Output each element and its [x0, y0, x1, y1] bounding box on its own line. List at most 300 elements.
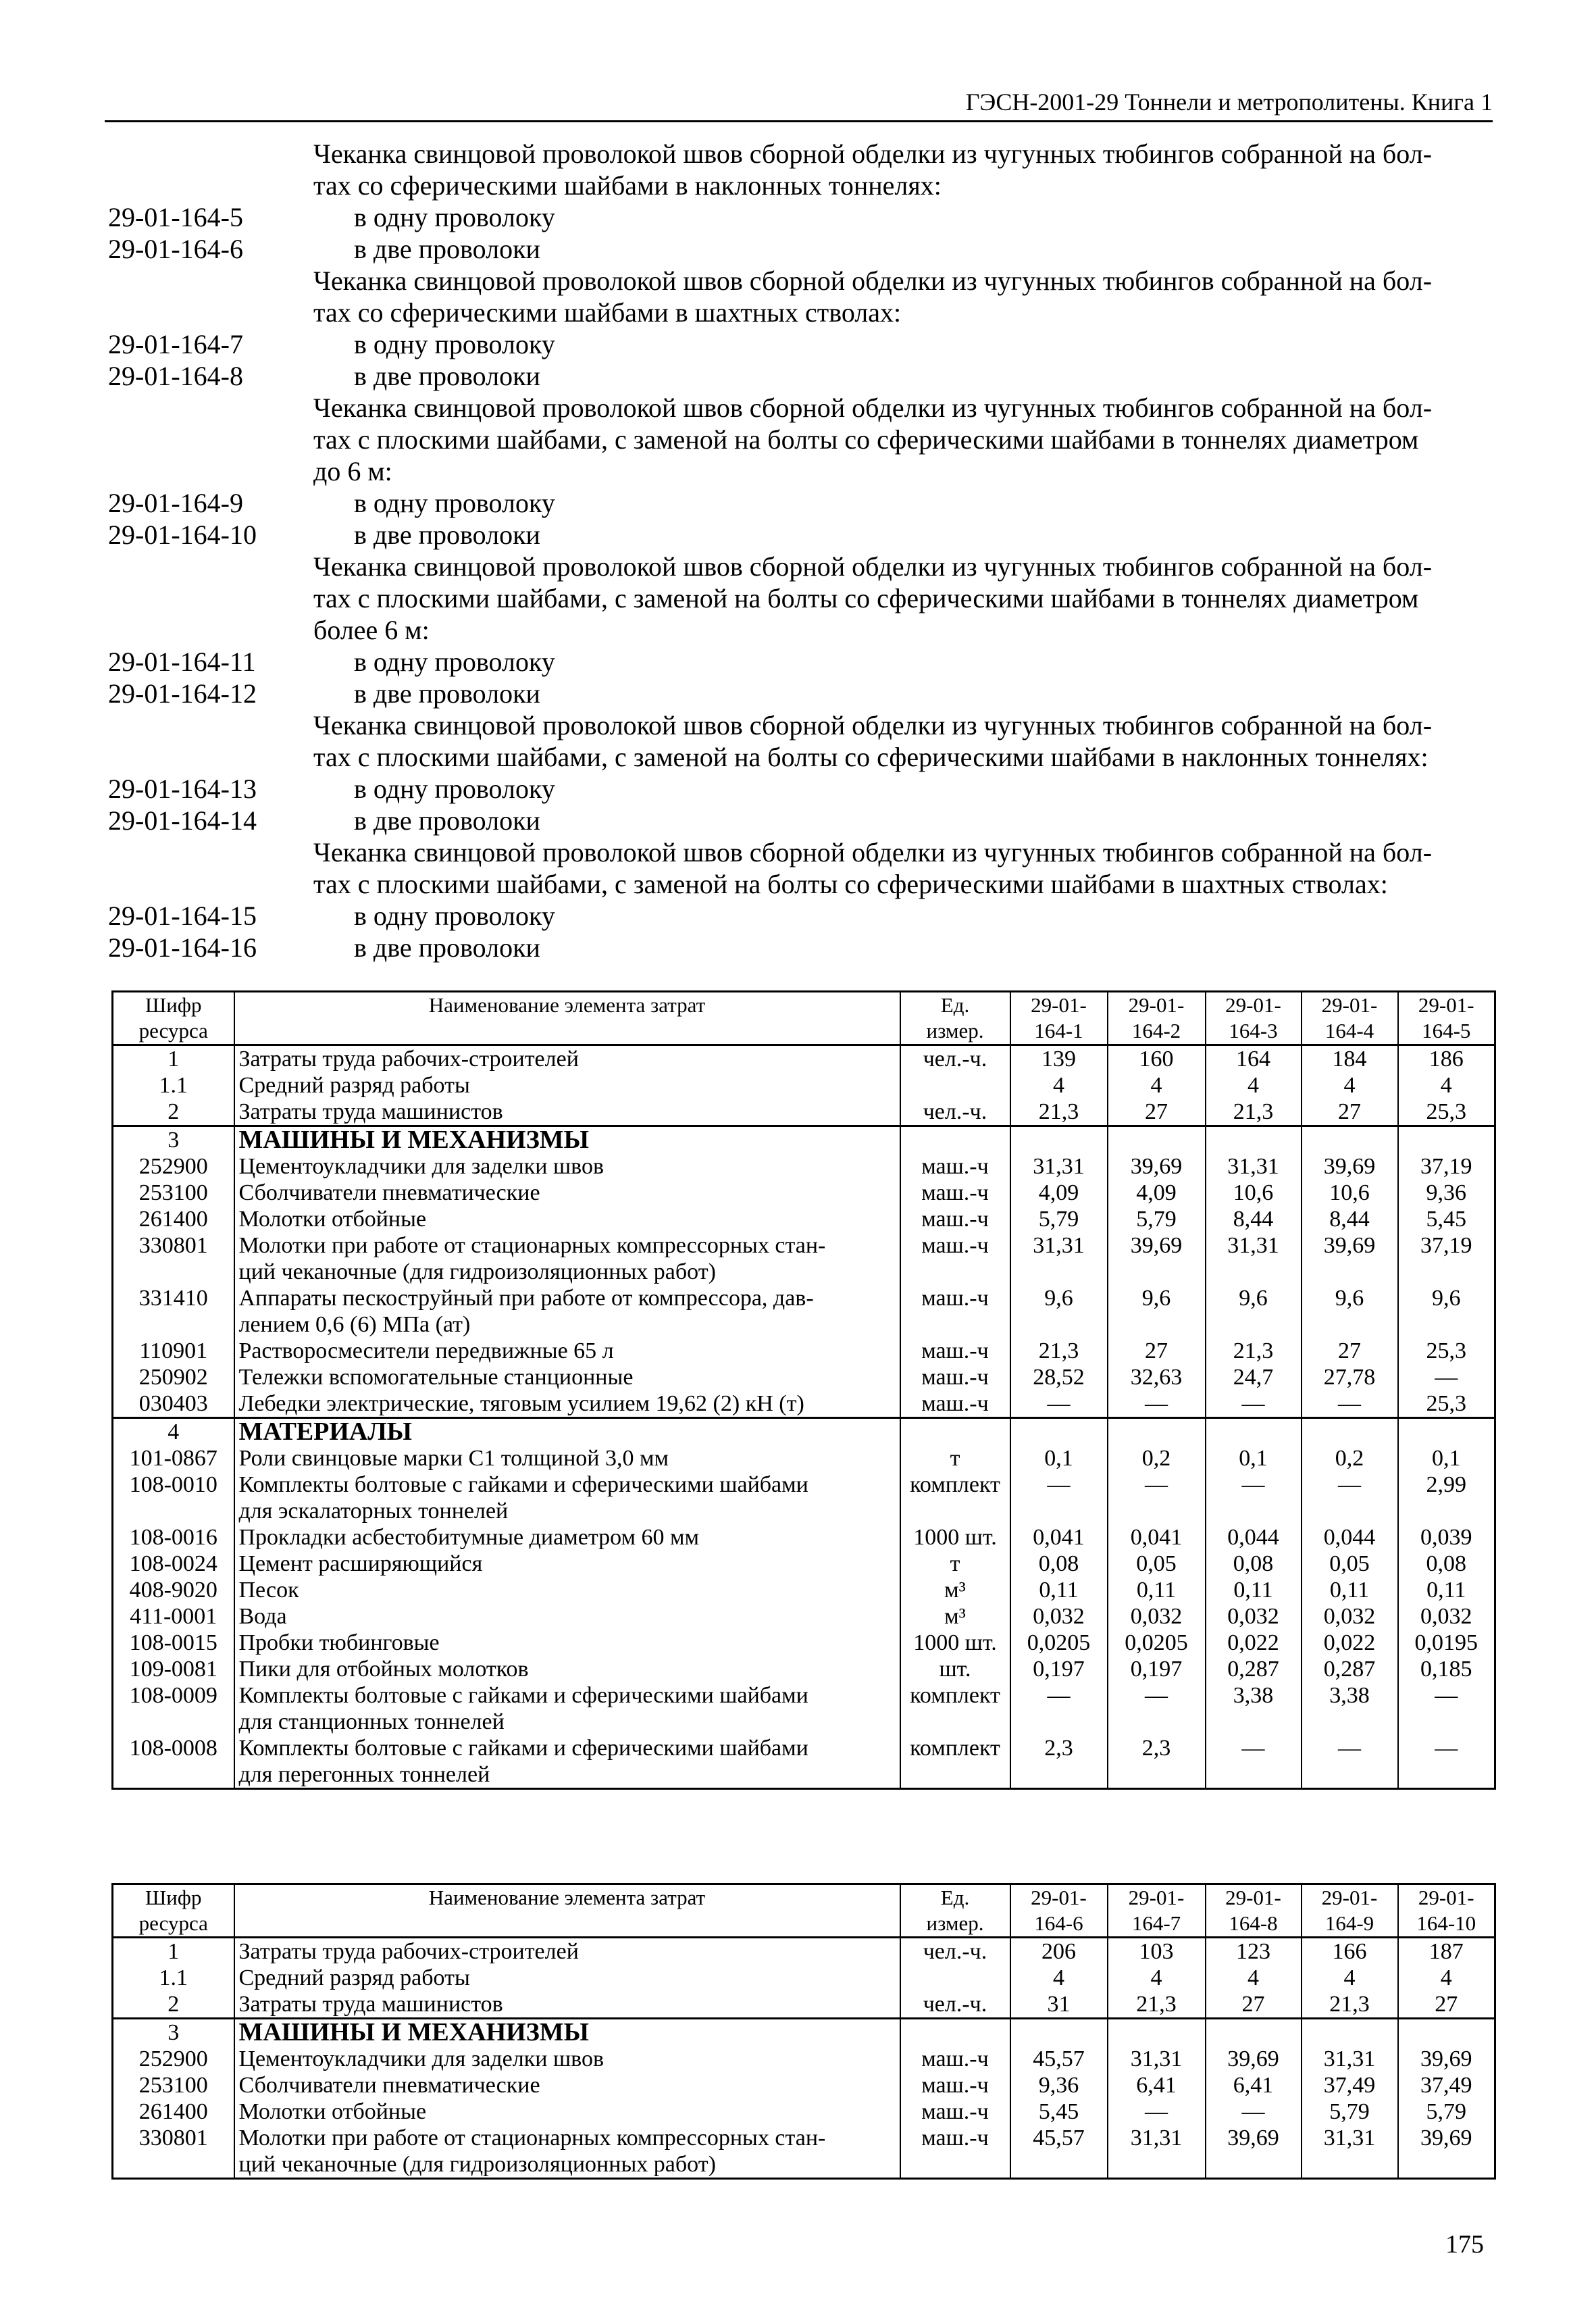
norm-value: 31,31: [1206, 1153, 1302, 1180]
work-code: 29-01-164-7: [108, 329, 243, 359]
norm-value: 184: [1302, 1045, 1398, 1073]
norm-value: [1108, 2019, 1206, 2046]
cost-element-line: Растворосмесители передвижные 65 л: [238, 1338, 614, 1363]
norm-value: 4: [1108, 1072, 1206, 1099]
resource-code: 1.1: [113, 1072, 234, 1099]
norm-value: 0,044: [1302, 1524, 1398, 1551]
norm-value: 206: [1010, 1938, 1108, 1965]
header-norm-line: 164-9: [1324, 1911, 1374, 1935]
norm-value: —: [1206, 1472, 1302, 1524]
norm-value: —: [1398, 1364, 1495, 1390]
cost-element-line: Затраты труда рабочих-строителей: [238, 1047, 579, 1072]
work-item-label: в одну проволоку: [354, 901, 555, 931]
norm-value: 2,3: [1108, 1735, 1206, 1789]
work-item-label: в одну проволоку: [354, 202, 555, 232]
work-code: 29-01-164-10: [108, 520, 257, 550]
work-item-label: в две проволоки: [354, 234, 540, 264]
header-norm-line: 164-6: [1034, 1911, 1083, 1935]
norm-value: [1398, 1126, 1495, 1154]
norm-value: 0,1: [1010, 1445, 1108, 1472]
cost-element-name: [234, 2072, 900, 2098]
work-group-title-line: [108, 424, 1493, 455]
norm-value: 27: [1108, 1099, 1206, 1126]
unit-of-measure: маш.-ч: [900, 1180, 1010, 1206]
cost-element-name: [234, 1126, 900, 1154]
norm-value: 0,2: [1302, 1445, 1398, 1472]
norm-value: 186: [1398, 1045, 1495, 1073]
norm-value: 31,31: [1206, 1232, 1302, 1285]
work-item: [108, 805, 1493, 836]
norm-value: 39,69: [1398, 2046, 1495, 2072]
cost-element-line: ций чеканочные (для гидроизоляционных работ): [238, 1259, 716, 1284]
work-group-title-line: [108, 265, 1493, 297]
cost-element-name: [234, 1206, 900, 1232]
work-group-title: тах с плоскими шайбами, с заменой на болты со сферическими шайбами в тоннелях диаметром: [313, 424, 1419, 455]
norm-value: 0,08: [1206, 1551, 1302, 1577]
header-norm-code: [1108, 1884, 1206, 1938]
resource-code: 250902: [113, 1364, 234, 1390]
work-item-label: в две проволоки: [354, 805, 540, 836]
norm-value: [1398, 1418, 1495, 1446]
norm-value: 39,69: [1206, 2125, 1302, 2179]
work-code: 29-01-164-8: [108, 361, 243, 391]
resource-code: 411-0001: [113, 1603, 234, 1630]
norm-value: 0,041: [1108, 1524, 1206, 1551]
norm-value: 31,31: [1010, 1232, 1108, 1285]
table-row: [113, 1285, 1495, 1338]
unit-of-measure: комплект: [900, 1472, 1010, 1524]
unit-of-measure: маш.-ч: [900, 1206, 1010, 1232]
norm-value: 0,0205: [1108, 1630, 1206, 1656]
table-row: [113, 1603, 1495, 1630]
unit-of-measure: м³: [900, 1603, 1010, 1630]
cost-element-line: Затраты труда машинистов: [238, 1992, 503, 2017]
cost-element-line: Комплекты болтовые с гайками и сферическими шайбами: [238, 1736, 808, 1761]
work-code-spacer: [108, 392, 313, 424]
norm-value: 2,99: [1398, 1472, 1495, 1524]
norm-value: [1302, 1418, 1398, 1446]
norm-value: 0,039: [1398, 1524, 1495, 1551]
work-item: [108, 678, 1493, 709]
table-header-row: [113, 992, 1495, 1045]
header-norm-line: 29-01-: [1225, 1886, 1281, 1909]
work-group-title-line: [108, 868, 1493, 900]
work-item: [108, 360, 1493, 392]
table-row: [113, 1180, 1495, 1206]
norm-value: 21,3: [1010, 1099, 1108, 1126]
norm-value: 21,3: [1206, 1099, 1302, 1126]
cost-element-line: Пики для отбойных молотков: [238, 1657, 529, 1682]
work-group-title-line: [108, 709, 1493, 741]
work-code-spacer: [108, 170, 313, 201]
norm-value: 0,08: [1010, 1551, 1108, 1577]
work-code-spacer: [108, 455, 313, 487]
header-norm-line: 29-01-: [1418, 1886, 1474, 1909]
cost-element-line: Вода: [238, 1604, 287, 1629]
cost-element-name: [234, 1577, 900, 1603]
norm-value: 37,49: [1302, 2072, 1398, 2098]
header-norm-code: [1206, 1884, 1302, 1938]
cost-element-line: Сболчиватели пневматические: [238, 2073, 540, 2098]
header-norm-line: 164-5: [1422, 1019, 1471, 1042]
table-row: [113, 1630, 1495, 1656]
work-item-label: в две проволоки: [354, 932, 540, 963]
norm-value: 45,57: [1010, 2046, 1108, 2072]
work-item-label: в две проволоки: [354, 361, 540, 391]
norm-value: 0,185: [1398, 1656, 1495, 1682]
cost-element-name: [234, 2125, 900, 2179]
norm-value: —: [1010, 1390, 1108, 1418]
unit-of-measure: [900, 1072, 1010, 1099]
work-group-title-line: [108, 170, 1493, 201]
norm-value: 0,287: [1206, 1656, 1302, 1682]
norm-value: 9,6: [1302, 1285, 1398, 1338]
cost-element-name: [234, 1735, 900, 1789]
norm-value: 4: [1398, 1965, 1495, 1991]
norm-value: —: [1206, 1390, 1302, 1418]
header-norm-line: 164-2: [1131, 1019, 1181, 1042]
table-row: [113, 1577, 1495, 1603]
cost-element-name: [234, 1938, 900, 1965]
table-row: [113, 2125, 1495, 2179]
norm-value: 21,3: [1302, 1991, 1398, 2019]
cost-element-line: ций чеканочные (для гидроизоляционных работ): [238, 2152, 716, 2177]
resource-code: 101-0867: [113, 1445, 234, 1472]
norm-value: 0,0205: [1010, 1630, 1108, 1656]
resource-table-2: [111, 1883, 1496, 2180]
norm-value: 25,3: [1398, 1338, 1495, 1364]
norm-value: 27: [1206, 1991, 1302, 2019]
work-item: [108, 519, 1493, 551]
work-code-spacer: [108, 614, 313, 646]
header-norm-code: [1206, 992, 1302, 1045]
norm-value: [1108, 1418, 1206, 1446]
norm-value: 5,79: [1398, 2098, 1495, 2125]
work-group-title-line: [108, 551, 1493, 582]
norm-value: 0,1: [1206, 1445, 1302, 1472]
header-norm-line: 29-01-: [1321, 1886, 1378, 1909]
work-group-title-line: [108, 836, 1493, 868]
work-group-title: тах с плоскими шайбами, с заменой на болты со сферическими шайбами в шахтных стволах:: [313, 869, 1388, 899]
cost-element-line: Комплекты болтовые с гайками и сферическими шайбами: [238, 1683, 808, 1708]
norm-value: 31,31: [1010, 1153, 1108, 1180]
cost-element-line: Пробки тюбинговые: [238, 1630, 440, 1655]
norm-value: 37,19: [1398, 1232, 1495, 1285]
norm-value: —: [1302, 1735, 1398, 1789]
unit-of-measure: маш.-ч: [900, 1338, 1010, 1364]
work-code: 29-01-164-15: [108, 901, 257, 931]
norm-value: 0,032: [1398, 1603, 1495, 1630]
norm-value: 9,6: [1108, 1285, 1206, 1338]
norm-value: —: [1108, 1390, 1206, 1418]
cost-element-name: [234, 1153, 900, 1180]
work-item-label: в две проволоки: [354, 678, 540, 709]
norm-value: [1010, 2019, 1108, 2046]
norm-value: 0,08: [1398, 1551, 1495, 1577]
work-code: 29-01-164-12: [108, 678, 257, 709]
work-group-title-line: [108, 582, 1493, 614]
header-resource-code: [113, 992, 234, 1045]
cost-element-name: [234, 1603, 900, 1630]
work-group-title: более 6 м:: [313, 615, 430, 645]
resource-code: 4: [113, 1418, 234, 1446]
work-group-title: до 6 м:: [313, 456, 392, 486]
unit-of-measure: м³: [900, 1577, 1010, 1603]
table-row: [113, 1682, 1495, 1735]
work-item-label: в одну проволоку: [354, 774, 555, 804]
cost-element-name: [234, 2019, 900, 2046]
norm-value: 45,57: [1010, 2125, 1108, 2179]
cost-element-name: [234, 1445, 900, 1472]
norm-value: 0,05: [1108, 1551, 1206, 1577]
work-item: [108, 201, 1493, 233]
table-row: [113, 1551, 1495, 1577]
work-code-spacer: [108, 582, 313, 614]
resource-code: 108-0015: [113, 1630, 234, 1656]
resource-code: 1: [113, 1938, 234, 1965]
header-norm-line: 29-01-: [1321, 993, 1378, 1017]
norm-value: 37,49: [1398, 2072, 1495, 2098]
work-group-title: Чеканка свинцовой проволокой швов сборной обделки из чугунных тюбингов собранной на бол-: [313, 393, 1433, 423]
resource-code: 110901: [113, 1338, 234, 1364]
work-group-title-line: [108, 392, 1493, 424]
work-group-title-line: [108, 741, 1493, 773]
norm-value: —: [1398, 1735, 1495, 1789]
cost-element-name: [234, 2046, 900, 2072]
norm-value: —: [1302, 1472, 1398, 1524]
cost-element-line: Затраты труда машинистов: [238, 1099, 503, 1124]
work-group-title-line: [108, 138, 1493, 170]
norm-value: 27: [1302, 1338, 1398, 1364]
norm-value: [1010, 1418, 1108, 1446]
norm-value: 6,41: [1206, 2072, 1302, 2098]
work-code-spacer: [108, 297, 313, 328]
unit-of-measure: т: [900, 1551, 1010, 1577]
header-unit-line: измер.: [926, 1019, 984, 1042]
header-norm-code: [1302, 1884, 1398, 1938]
cost-element-name: [234, 1472, 900, 1524]
norm-value: 0,2: [1108, 1445, 1206, 1472]
section-row: [113, 1126, 1495, 1154]
work-group-title-line: [108, 614, 1493, 646]
norm-value: 27,78: [1302, 1364, 1398, 1390]
norm-value: —: [1010, 1682, 1108, 1735]
norm-value: 24,7: [1206, 1364, 1302, 1390]
cost-element-name: [234, 1524, 900, 1551]
header-unit: [900, 1884, 1010, 1938]
resource-code: 261400: [113, 1206, 234, 1232]
resource-code: 253100: [113, 2072, 234, 2098]
page-header: [105, 80, 1493, 122]
resource-code: 330801: [113, 2125, 234, 2179]
cost-element-line: Комплекты болтовые с гайками и сферическими шайбами: [238, 1472, 808, 1497]
work-item: [108, 233, 1493, 265]
table-row: [113, 1338, 1495, 1364]
header-unit: [900, 992, 1010, 1045]
unit-of-measure: 1000 шт.: [900, 1524, 1010, 1551]
unit-of-measure: 1000 шт.: [900, 1630, 1010, 1656]
norm-value: 0,041: [1010, 1524, 1108, 1551]
work-item: [108, 900, 1493, 932]
header-norm-code: [1010, 992, 1108, 1045]
norm-value: [1302, 2019, 1398, 2046]
work-code: 29-01-164-13: [108, 774, 257, 804]
norm-value: [1206, 2019, 1302, 2046]
norm-value: 10,6: [1206, 1180, 1302, 1206]
norm-value: —: [1302, 1390, 1398, 1418]
unit-of-measure: маш.-ч: [900, 1390, 1010, 1418]
norm-value: 31: [1010, 1991, 1108, 2019]
cost-element-line: Цементоукладчики для заделки швов: [238, 1154, 604, 1179]
norm-value: 39,69: [1206, 2046, 1302, 2072]
cost-element-line: Затраты труда рабочих-строителей: [238, 1939, 579, 1964]
work-code: 29-01-164-9: [108, 488, 243, 518]
work-list: [108, 138, 1493, 963]
work-code: 29-01-164-5: [108, 202, 243, 232]
cost-element-line: Молотки при работе от стационарных компрессорных стан-: [238, 1233, 826, 1258]
unit-of-measure: [900, 1965, 1010, 1991]
work-item: [108, 487, 1493, 519]
table-row: [113, 1364, 1495, 1390]
cost-element-name: [234, 1551, 900, 1577]
header-norm-code: [1108, 992, 1206, 1045]
section-row: [113, 1418, 1495, 1446]
header-norm-line: 29-01-: [1225, 993, 1281, 1017]
section-row: [113, 2019, 1495, 2046]
cost-element-line: Песок: [238, 1578, 299, 1603]
table-row: [113, 2072, 1495, 2098]
work-group-title: тах со сферическими шайбами в шахтных стволах:: [313, 297, 902, 328]
cost-element-line: Цементоукладчики для заделки швов: [238, 2046, 604, 2071]
unit-of-measure: чел.-ч.: [900, 1991, 1010, 2019]
norm-value: 0,032: [1206, 1603, 1302, 1630]
norm-value: 0,032: [1108, 1603, 1206, 1630]
norm-value: 0,11: [1398, 1577, 1495, 1603]
table-row: [113, 2046, 1495, 2072]
table-row: [113, 1938, 1495, 1965]
norm-value: 31,31: [1302, 2125, 1398, 2179]
cost-element-name: [234, 1045, 900, 1073]
unit-of-measure: чел.-ч.: [900, 1938, 1010, 1965]
norm-value: 123: [1206, 1938, 1302, 1965]
cost-element-line: Молотки отбойные: [238, 1207, 427, 1232]
norm-value: 37,19: [1398, 1153, 1495, 1180]
cost-element-name: [234, 1390, 900, 1418]
header-norm-line: 164-3: [1229, 1019, 1278, 1042]
norm-value: 4: [1010, 1965, 1108, 1991]
table-row: [113, 1445, 1495, 1472]
norm-value: 25,3: [1398, 1390, 1495, 1418]
norm-value: 39,69: [1302, 1153, 1398, 1180]
unit-of-measure: комплект: [900, 1735, 1010, 1789]
resource-code: 408-9020: [113, 1577, 234, 1603]
norm-value: 3,38: [1206, 1682, 1302, 1735]
norm-value: 160: [1108, 1045, 1206, 1073]
header-unit-line: Ед.: [940, 993, 970, 1017]
table-row: [113, 1072, 1495, 1099]
norm-value: 28,52: [1010, 1364, 1108, 1390]
resource-code: 1: [113, 1045, 234, 1073]
norm-value: 21,3: [1206, 1338, 1302, 1364]
resource-code: 252900: [113, 1153, 234, 1180]
norm-value: 9,6: [1398, 1285, 1495, 1338]
cost-element-line: Молотки при работе от стационарных компрессорных стан-: [238, 2126, 826, 2150]
work-group-title: Чеканка свинцовой проволокой швов сборной обделки из чугунных тюбингов собранной на бол-: [313, 837, 1433, 867]
unit-of-measure: чел.-ч.: [900, 1099, 1010, 1126]
header-norm-line: 164-10: [1416, 1911, 1476, 1935]
header-norm-line: 164-7: [1131, 1911, 1181, 1935]
header-code-line: ресурса: [138, 1911, 208, 1935]
resource-code: 3: [113, 2019, 234, 2046]
header-unit-line: измер.: [926, 1911, 984, 1935]
norm-value: —: [1108, 1682, 1206, 1735]
unit-of-measure: шт.: [900, 1656, 1010, 1682]
work-item: [108, 646, 1493, 678]
resource-code: 108-0009: [113, 1682, 234, 1735]
work-code-spacer: [108, 836, 313, 868]
cost-element-line: Цемент расширяющийся: [238, 1551, 483, 1576]
cost-element-line: Тележки вспомогательные станционные: [238, 1365, 634, 1390]
norm-value: 0,11: [1206, 1577, 1302, 1603]
header-code-line: Шифр: [145, 1886, 202, 1909]
norm-value: 0,11: [1302, 1577, 1398, 1603]
cost-element-name: [234, 1364, 900, 1390]
norm-value: 0,11: [1108, 1577, 1206, 1603]
unit-of-measure: маш.-ч: [900, 2046, 1010, 2072]
resource-code: 253100: [113, 1180, 234, 1206]
header-norm-code: [1398, 992, 1495, 1045]
header-resource-code: [113, 1884, 234, 1938]
header-norm-line: 29-01-: [1031, 993, 1087, 1017]
norm-value: 31,31: [1108, 2046, 1206, 2072]
unit-of-measure: маш.-ч: [900, 1232, 1010, 1285]
table-header-row: [113, 1884, 1495, 1938]
norm-value: 8,44: [1302, 1206, 1398, 1232]
unit-of-measure: маш.-ч: [900, 2125, 1010, 2179]
norm-value: —: [1398, 1682, 1495, 1735]
resource-code: 108-0008: [113, 1735, 234, 1789]
header-norm-line: 29-01-: [1031, 1886, 1087, 1909]
cost-element-line: для станционных тоннелей: [238, 1709, 505, 1734]
norm-value: 0,044: [1206, 1524, 1302, 1551]
norm-value: —: [1206, 1735, 1302, 1789]
norm-value: 39,69: [1398, 2125, 1495, 2179]
table-row: [113, 1472, 1495, 1524]
unit-of-measure: маш.-ч: [900, 1153, 1010, 1180]
norm-value: 5,45: [1010, 2098, 1108, 2125]
work-group-title: тах с плоскими шайбами, с заменой на болты со сферическими шайбами в тоннелях диаметром: [313, 583, 1419, 613]
resource-code: 330801: [113, 1232, 234, 1285]
resource-code: 252900: [113, 2046, 234, 2072]
work-code: 29-01-164-11: [108, 647, 256, 677]
norm-value: [1206, 1126, 1302, 1154]
cost-element-line: Лебедки электрические, тяговым усилием 19,62 (2) кН (т): [238, 1391, 804, 1416]
cost-element-name: [234, 1991, 900, 2019]
norm-value: 4: [1398, 1072, 1495, 1099]
cost-element-line: Роли свинцовые марки С1 толщиной 3,0 мм: [238, 1446, 669, 1471]
unit-of-measure: комплект: [900, 1682, 1010, 1735]
header-code-line: Шифр: [145, 993, 202, 1017]
cost-element-name: [234, 1630, 900, 1656]
header-norm-line: 29-01-: [1128, 1886, 1185, 1909]
norm-value: 4: [1302, 1072, 1398, 1099]
table-row: [113, 1099, 1495, 1126]
cost-element-line: для перегонных тоннелей: [238, 1762, 490, 1787]
cost-element-line: лением 0,6 (6) МПа (ат): [238, 1312, 471, 1337]
norm-value: —: [1206, 2098, 1302, 2125]
norm-value: 25,3: [1398, 1099, 1495, 1126]
cost-element-line: для эскалаторных тоннелей: [238, 1499, 509, 1524]
